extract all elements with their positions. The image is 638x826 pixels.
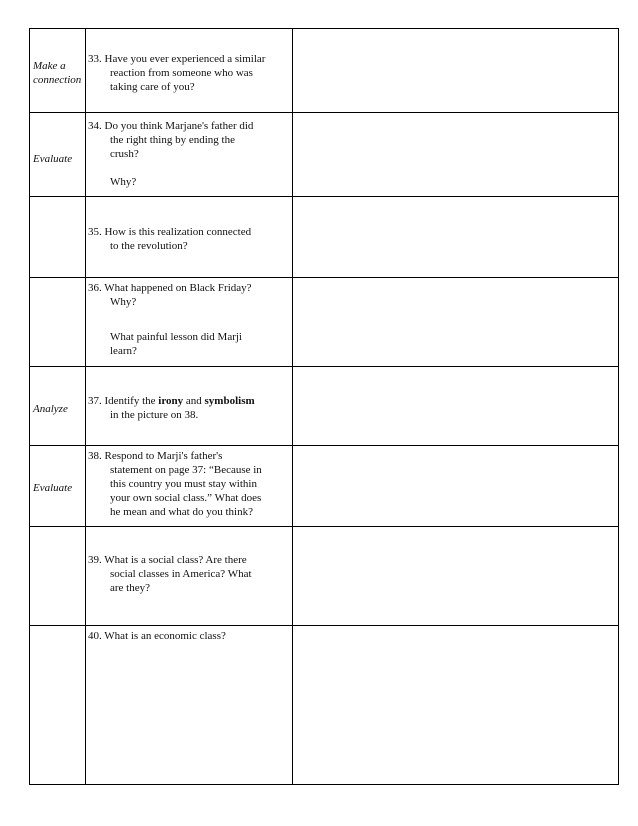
category-label: Make a connection — [33, 60, 82, 86]
row-divider — [30, 445, 618, 446]
question-34 — [88, 119, 288, 189]
row-divider — [30, 277, 618, 278]
question-text: statement on page 37: “Because in — [110, 464, 262, 476]
row-divider — [30, 526, 618, 527]
question-text: to the revolution? — [110, 240, 188, 252]
question-text: he mean and what do you think? — [110, 506, 253, 518]
question-40 — [88, 629, 288, 643]
question-text: in the picture on 38. — [110, 409, 199, 421]
row-divider — [30, 366, 618, 367]
question-text: 36. What happened on Black Friday? — [88, 282, 252, 294]
worksheet-table — [29, 28, 619, 785]
question-text: crush? — [110, 148, 139, 160]
question-text: 38. Respond to Marji's father's — [88, 450, 223, 462]
keyword-symbolism: symbolism — [204, 395, 255, 407]
question-text: learn? — [110, 345, 137, 357]
question-text: 37. Identify the irony and symbolism — [88, 395, 255, 407]
question-33 — [88, 52, 288, 94]
column-divider-answer — [292, 29, 293, 784]
question-text: 39. What is a social class? Are there — [88, 554, 247, 566]
question-36 — [88, 281, 288, 358]
question-text: social classes in America? What — [110, 568, 252, 580]
keyword-irony: irony — [158, 395, 184, 407]
question-text: 34. Do you think Marjane's father did — [88, 120, 254, 132]
category-label: Evaluate — [33, 482, 73, 494]
question-text: Why? — [110, 176, 137, 188]
question-text: this country you must stay within — [110, 478, 257, 490]
row-divider — [30, 112, 618, 113]
column-divider-category — [85, 29, 86, 784]
question-38 — [88, 449, 288, 519]
category-label: Analyze — [33, 403, 68, 415]
category-label: Evaluate — [33, 153, 73, 165]
question-text: the right thing by ending the — [110, 134, 235, 146]
question-text: taking care of you? — [110, 81, 195, 93]
question-text: What painful lesson did Marji — [110, 331, 242, 343]
question-text: 33. Have you ever experienced a similar — [88, 53, 266, 65]
question-39 — [88, 553, 288, 595]
question-text: your own social class.” What does — [110, 492, 262, 504]
question-35 — [88, 225, 288, 253]
question-text: reaction from someone who was — [110, 67, 253, 79]
question-37 — [88, 394, 288, 422]
question-text: are they? — [110, 582, 150, 594]
row-divider — [30, 625, 618, 626]
question-text: Why? — [110, 296, 137, 308]
question-text: 35. How is this realization connected — [88, 226, 252, 238]
question-text: 40. What is an economic class? — [88, 630, 226, 642]
row-divider — [30, 196, 618, 197]
